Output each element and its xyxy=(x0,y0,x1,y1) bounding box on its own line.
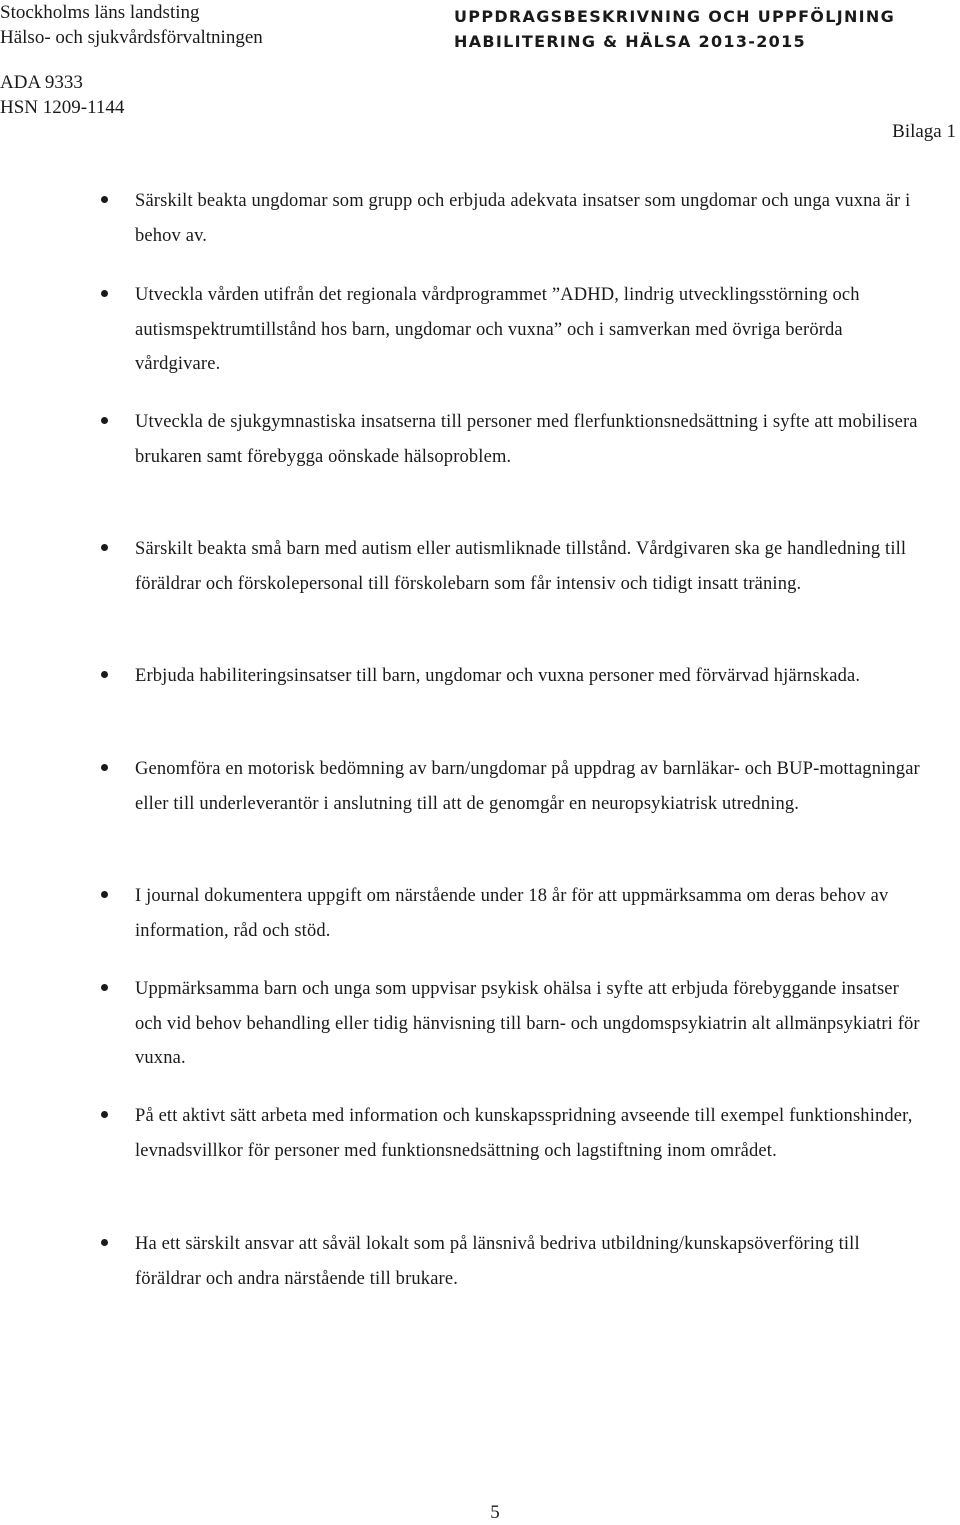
ada-number: ADA 9333 xyxy=(0,72,83,93)
list-item-text: Erbjuda habiliteringsinsatser till barn, ungdomar och vuxna personer med förvärvad hjärnskada. xyxy=(135,666,861,686)
list-item-text: Uppmärksamma barn och unga som uppvisar psykisk ohälsa i syfte att erbjuda förebyggande insatser och vid behov behandling eller tidig hänvisning till barn- och ungdomspsykiatrin alt allmänpsykiatri för vuxna. xyxy=(135,979,920,1068)
list-item-text: Särskilt beakta ungdomar som grupp och erbjuda adekvata insatser som ungdomar och unga vuxna är i behov av. xyxy=(135,191,911,246)
bullet-icon xyxy=(101,891,108,898)
organization-name: Stockholms läns landsting xyxy=(0,2,200,23)
bullet-icon xyxy=(101,671,108,678)
list-item-text: På ett aktivt sätt arbeta med information och kunskapsspridning avseende till exempel funktionshinder, levnadsvillkor för personer med funktionsnedsättning och lagstiftning inom området. xyxy=(135,1106,913,1161)
bullet-icon xyxy=(101,1239,108,1246)
document-title xyxy=(454,4,895,54)
hsn-number: HSN 1209-1144 xyxy=(0,97,125,118)
page-number: 5 xyxy=(490,1502,500,1523)
document-title-line2: HABILITERING & HÄLSA 2013-2015 xyxy=(454,32,806,51)
list-item-text: I journal dokumentera uppgift om närstående under 18 år för att uppmärksamma om deras behov av information, råd och stöd. xyxy=(135,886,889,941)
bullet-icon xyxy=(101,544,108,551)
list-item-text: Ha ett särskilt ansvar att såväl lokalt som på länsnivå bedriva utbildning/kunskapsöverföring till föräldrar och andra närstående till brukare. xyxy=(135,1234,860,1289)
bullet-icon xyxy=(101,290,108,297)
bullet-icon xyxy=(101,196,108,203)
bullet-icon xyxy=(101,764,108,771)
appendix-label: Bilaga 1 xyxy=(892,121,956,142)
list-item-text: Genomföra en motorisk bedömning av barn/ungdomar på uppdrag av barnläkar- och BUP-mottagningar eller till underleverantör i anslutning till att de genomgår en neuropsykiatrisk utredning. xyxy=(135,759,920,814)
organization-header xyxy=(0,0,263,50)
bullet-icon xyxy=(101,984,108,991)
document-identifiers xyxy=(0,70,124,120)
list-item-text: Utveckla vården utifrån det regionala vårdprogrammet ”ADHD, lindrig utvecklingsstörning och autismspektrumtillstånd hos barn, ungdomar och vuxna” och i samverkan med övriga berörda vårdgivare. xyxy=(135,285,860,374)
document-title-line1: UPPDRAGSBESKRIVNING OCH UPPFÖLJNING xyxy=(454,7,896,26)
list-item-text: Särskilt beakta små barn med autism eller autismliknade tillstånd. Vårdgivaren ska ge handledning till föräldrar och förskolepersonal till förskolebarn som får intensiv och tidigt insatt träning. xyxy=(135,539,907,594)
bullet-icon xyxy=(101,417,108,424)
department-name: Hälso- och sjukvårdsförvaltningen xyxy=(0,27,263,48)
bullet-icon xyxy=(101,1111,108,1118)
list-item-text: Utveckla de sjukgymnastiska insatserna till personer med flerfunktionsnedsättning i syfte att mobilisera brukaren samt förebygga oönskade hälsoproblem. xyxy=(135,412,918,467)
